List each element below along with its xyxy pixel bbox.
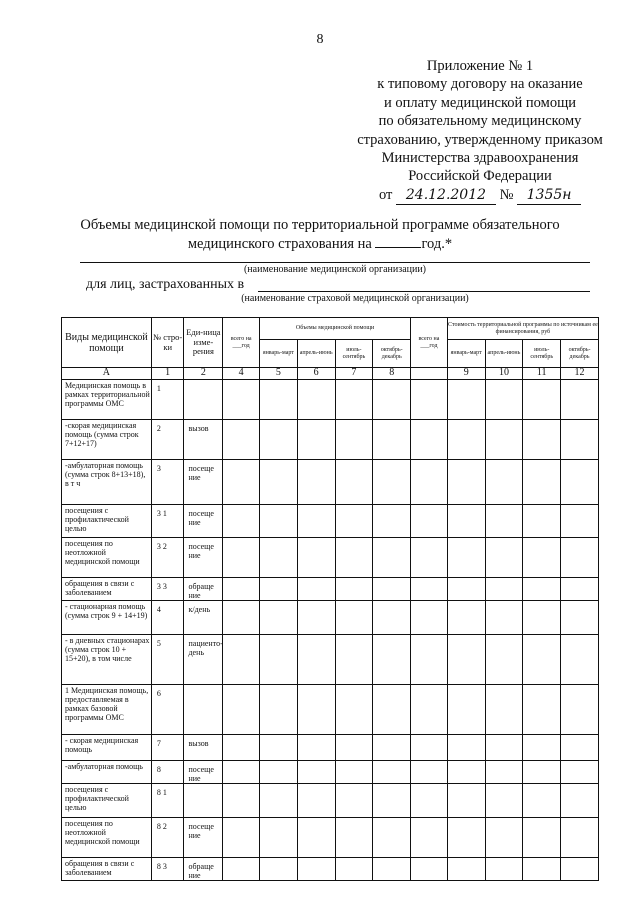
empty-cell — [411, 635, 448, 685]
empty-cell — [373, 505, 411, 538]
empty-cell — [411, 601, 448, 635]
empty-cell — [373, 858, 411, 881]
empty-cell — [411, 685, 448, 735]
empty-cell — [411, 761, 448, 784]
header-cost-group: Стоимость территориальной программы по источникам ее финансирования, руб — [447, 318, 598, 340]
empty-cell — [260, 420, 298, 460]
medical-org-caption: (наименование медицинской организации) — [243, 264, 427, 275]
empty-cell — [447, 420, 485, 460]
table-row — [62, 601, 599, 635]
page-number: 8 — [316, 32, 324, 47]
empty-cell — [411, 784, 448, 818]
empty-cell — [561, 685, 599, 735]
appendix-line: страхованию, утвержденному приказом — [357, 131, 603, 148]
empty-cell — [373, 601, 411, 635]
empty-cell — [561, 420, 599, 460]
empty-cell — [561, 380, 599, 420]
insured-in-label: для лиц, застрахованных в — [86, 277, 245, 292]
empty-cell — [485, 460, 523, 505]
empty-cell — [523, 420, 561, 460]
empty-cell — [297, 635, 335, 685]
table-row — [62, 858, 599, 881]
row-name: - стационарная помощь (сумма строк 9 + 14+19) — [62, 601, 152, 635]
empty-cell — [561, 761, 599, 784]
empty-cell — [485, 505, 523, 538]
header-unit: Еди-ница изме-рения — [184, 318, 223, 368]
insurer-caption: (наименование страховой медицинской организации) — [241, 293, 469, 304]
empty-cell — [260, 538, 298, 578]
column-number: А — [62, 368, 152, 380]
row-number: 3 2 — [151, 538, 184, 578]
empty-cell — [447, 578, 485, 601]
empty-cell — [373, 380, 411, 420]
table-row — [62, 380, 599, 420]
empty-cell — [297, 420, 335, 460]
empty-cell — [223, 420, 260, 460]
empty-cell — [447, 380, 485, 420]
empty-cell — [523, 858, 561, 881]
row-number: 3 1 — [151, 505, 184, 538]
header-row-no: № стро-ки — [151, 318, 184, 368]
table-body — [62, 380, 599, 881]
row-number: 2 — [151, 420, 184, 460]
empty-cell — [260, 505, 298, 538]
empty-cell — [447, 635, 485, 685]
empty-cell — [297, 784, 335, 818]
empty-cell — [335, 735, 373, 761]
row-unit: пациенто-день — [184, 635, 223, 685]
row-number: 8 2 — [151, 818, 184, 858]
empty-cell — [223, 538, 260, 578]
header-period: апрель-июнь — [297, 340, 335, 368]
empty-cell — [297, 460, 335, 505]
empty-cell — [447, 818, 485, 858]
row-name: посещения по неотложной медицинской помощи — [62, 818, 152, 858]
empty-cell — [523, 538, 561, 578]
column-number: 12 — [561, 368, 599, 380]
column-number: 1 — [151, 368, 184, 380]
header-period: июль-сентябрь — [523, 340, 561, 368]
row-name: -амбулаторная помощь — [62, 761, 152, 784]
empty-cell — [373, 635, 411, 685]
empty-cell — [223, 601, 260, 635]
row-number: 1 — [151, 380, 184, 420]
row-name: посещения с профилактической целью — [62, 505, 152, 538]
appendix-line: к типовому договору на оказание — [377, 76, 583, 93]
table-row — [62, 761, 599, 784]
appendix-line: и оплату медицинской помощи — [383, 94, 576, 111]
empty-cell — [523, 601, 561, 635]
empty-cell — [297, 505, 335, 538]
row-unit: посеще ние — [184, 505, 223, 538]
empty-cell — [523, 578, 561, 601]
empty-cell — [297, 818, 335, 858]
row-name: -скорая медицинская помощь (сумма строк 7+12+17) — [62, 420, 152, 460]
empty-cell — [523, 635, 561, 685]
empty-cell — [335, 601, 373, 635]
empty-cell — [335, 784, 373, 818]
row-unit — [184, 784, 223, 818]
empty-cell — [485, 578, 523, 601]
empty-cell — [373, 784, 411, 818]
table-row — [62, 420, 599, 460]
row-name: 1 Медицинская помощь, предоставляемая в рамках базовой программы ОМС — [62, 685, 152, 735]
empty-cell — [561, 858, 599, 881]
empty-cell — [260, 784, 298, 818]
empty-cell — [297, 735, 335, 761]
column-number — [411, 368, 448, 380]
row-number: 4 — [151, 601, 184, 635]
date-prefix: от — [378, 186, 393, 203]
empty-cell — [411, 380, 448, 420]
row-name: обращения в связи с заболеванием — [62, 858, 152, 881]
empty-cell — [561, 635, 599, 685]
empty-cell — [561, 735, 599, 761]
table-row — [62, 685, 599, 735]
column-number: 11 — [523, 368, 561, 380]
empty-cell — [335, 818, 373, 858]
empty-cell — [297, 538, 335, 578]
handwritten-order-number: 1355н — [517, 186, 581, 205]
row-unit: обраще ние — [184, 578, 223, 601]
empty-cell — [411, 858, 448, 881]
header-period: январь-март — [260, 340, 298, 368]
empty-cell — [373, 538, 411, 578]
row-unit: посеще ние — [184, 761, 223, 784]
empty-cell — [260, 460, 298, 505]
table-row — [62, 460, 599, 505]
column-number: 6 — [297, 368, 335, 380]
title-line-1: Объемы медицинской помощи по территориальной программе обязательного — [80, 217, 560, 233]
empty-cell — [523, 685, 561, 735]
empty-cell — [561, 538, 599, 578]
column-number: 9 — [447, 368, 485, 380]
table-row — [62, 578, 599, 601]
empty-cell — [523, 505, 561, 538]
empty-cell — [485, 818, 523, 858]
row-unit: к/день — [184, 601, 223, 635]
appendix-line: Российской Федерации — [408, 168, 552, 185]
empty-cell — [561, 784, 599, 818]
empty-cell — [335, 538, 373, 578]
header-cost-total: всего на ___год — [411, 318, 448, 368]
row-number: 7 — [151, 735, 184, 761]
column-number: 10 — [485, 368, 523, 380]
empty-cell — [335, 685, 373, 735]
empty-cell — [411, 505, 448, 538]
empty-cell — [561, 818, 599, 858]
table-row — [62, 538, 599, 578]
volumes-table — [61, 317, 599, 881]
appendix-line: Приложение № 1 — [426, 58, 534, 74]
empty-cell — [561, 578, 599, 601]
header-kinds: Виды медицинской помощи — [62, 318, 152, 368]
row-unit — [184, 380, 223, 420]
empty-cell — [447, 761, 485, 784]
empty-cell — [297, 380, 335, 420]
table-row — [62, 635, 599, 685]
empty-cell — [447, 735, 485, 761]
empty-cell — [447, 538, 485, 578]
empty-cell — [373, 460, 411, 505]
row-number: 5 — [151, 635, 184, 685]
empty-cell — [223, 460, 260, 505]
header-period: январь-март — [447, 340, 485, 368]
empty-cell — [223, 818, 260, 858]
empty-cell — [260, 635, 298, 685]
row-name: - в дневных стационарах (сумма строк 10 + 15+20), в том числе — [62, 635, 152, 685]
empty-cell — [335, 420, 373, 460]
medical-org-line — [80, 262, 590, 263]
empty-cell — [335, 380, 373, 420]
header-total-volume: всего на ___год — [223, 318, 260, 368]
year-blank — [375, 247, 421, 248]
empty-cell — [223, 635, 260, 685]
empty-cell — [260, 818, 298, 858]
empty-cell — [523, 818, 561, 858]
empty-cell — [260, 761, 298, 784]
empty-cell — [485, 685, 523, 735]
empty-cell — [561, 460, 599, 505]
empty-cell — [373, 578, 411, 601]
table-row — [62, 505, 599, 538]
empty-cell — [297, 685, 335, 735]
empty-cell — [260, 858, 298, 881]
empty-cell — [260, 380, 298, 420]
empty-cell — [485, 635, 523, 685]
header-period: октябрь-декабрь — [373, 340, 411, 368]
header-period: апрель-июнь — [485, 340, 523, 368]
empty-cell — [223, 578, 260, 601]
empty-cell — [523, 784, 561, 818]
empty-cell — [485, 420, 523, 460]
empty-cell — [411, 460, 448, 505]
empty-cell — [447, 601, 485, 635]
empty-cell — [447, 685, 485, 735]
empty-cell — [447, 460, 485, 505]
empty-cell — [523, 735, 561, 761]
empty-cell — [335, 761, 373, 784]
document-title — [0, 216, 640, 253]
empty-cell — [373, 735, 411, 761]
empty-cell — [223, 685, 260, 735]
appendix-line: Министерства здравоохранения — [381, 150, 579, 167]
empty-cell — [297, 761, 335, 784]
appendix-header — [330, 57, 630, 205]
empty-cell — [335, 578, 373, 601]
column-number: 2 — [184, 368, 223, 380]
row-name: Медицинская помощь в рамках территориальной программы ОМС — [62, 380, 152, 420]
row-number: 3 3 — [151, 578, 184, 601]
empty-cell — [561, 601, 599, 635]
empty-cell — [485, 538, 523, 578]
row-unit: обраще ние — [184, 858, 223, 881]
empty-cell — [223, 505, 260, 538]
number-sign: № — [499, 186, 514, 203]
title-line-2: медицинского страхования на год.* — [187, 235, 453, 252]
empty-cell — [447, 505, 485, 538]
order-date-line — [330, 186, 630, 205]
table-row — [62, 784, 599, 818]
row-unit — [184, 685, 223, 735]
empty-cell — [523, 460, 561, 505]
row-name: - скорая медицинская помощь — [62, 735, 152, 761]
empty-cell — [411, 578, 448, 601]
empty-cell — [411, 735, 448, 761]
empty-cell — [485, 858, 523, 881]
row-number: 8 1 — [151, 784, 184, 818]
empty-cell — [523, 761, 561, 784]
row-name: посещения с профилактической целью — [62, 784, 152, 818]
row-number: 8 3 — [151, 858, 184, 881]
empty-cell — [523, 380, 561, 420]
row-unit: посеще ние — [184, 538, 223, 578]
header-volumes-group: Объемы медицинской помощи — [260, 318, 411, 340]
column-number: 7 — [335, 368, 373, 380]
header-period: октябрь-декабрь — [561, 340, 599, 368]
column-number: 4 — [223, 368, 260, 380]
empty-cell — [411, 420, 448, 460]
empty-cell — [485, 761, 523, 784]
empty-cell — [335, 460, 373, 505]
header-period: июль-сентябрь — [335, 340, 373, 368]
insurer-line — [258, 291, 590, 292]
table-row — [62, 818, 599, 858]
row-number: 6 — [151, 685, 184, 735]
empty-cell — [335, 505, 373, 538]
empty-cell — [485, 601, 523, 635]
empty-cell — [297, 858, 335, 881]
empty-cell — [561, 505, 599, 538]
row-unit: посеще ние — [184, 460, 223, 505]
table-row — [62, 735, 599, 761]
row-unit: посеще ние — [184, 818, 223, 858]
empty-cell — [223, 858, 260, 881]
row-unit: вызов — [184, 735, 223, 761]
empty-cell — [411, 818, 448, 858]
empty-cell — [485, 380, 523, 420]
empty-cell — [411, 538, 448, 578]
empty-cell — [373, 761, 411, 784]
empty-cell — [297, 601, 335, 635]
empty-cell — [260, 735, 298, 761]
row-unit: вызов — [184, 420, 223, 460]
empty-cell — [223, 735, 260, 761]
empty-cell — [260, 578, 298, 601]
empty-cell — [223, 784, 260, 818]
empty-cell — [485, 735, 523, 761]
empty-cell — [223, 761, 260, 784]
empty-cell — [447, 784, 485, 818]
empty-cell — [373, 420, 411, 460]
empty-cell — [260, 685, 298, 735]
empty-cell — [447, 858, 485, 881]
row-name: посещения по неотложной медицинской помощи — [62, 538, 152, 578]
empty-cell — [260, 601, 298, 635]
row-number: 3 — [151, 460, 184, 505]
row-name: -амбулаторная помощь (сумма строк 8+13+18), в т ч — [62, 460, 152, 505]
appendix-line: по обязательному медицинскому — [378, 113, 582, 130]
empty-cell — [485, 784, 523, 818]
empty-cell — [297, 578, 335, 601]
handwritten-date: 24.12.2012 — [396, 186, 496, 205]
row-number: 8 — [151, 761, 184, 784]
row-name: обращения в связи с заболеванием — [62, 578, 152, 601]
empty-cell — [373, 818, 411, 858]
empty-cell — [335, 635, 373, 685]
empty-cell — [223, 380, 260, 420]
empty-cell — [335, 858, 373, 881]
column-number: 8 — [373, 368, 411, 380]
column-number: 5 — [260, 368, 298, 380]
empty-cell — [373, 685, 411, 735]
